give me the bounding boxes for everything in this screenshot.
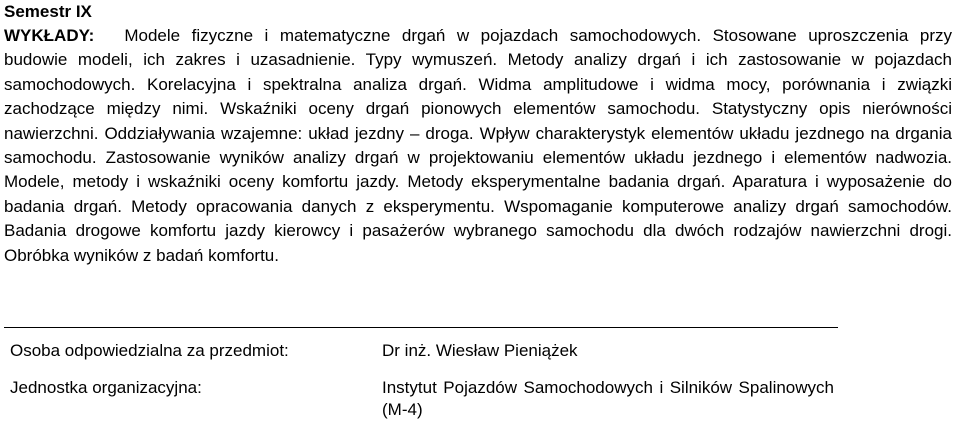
- organizational-unit-row: [10, 377, 840, 421]
- syllabus-page: [4, 0, 952, 268]
- responsible-person-row: [10, 340, 840, 362]
- semester-title: Semestr IX: [4, 2, 92, 21]
- lecture-text: Modele fizyczne i matematyczne drgań w pojazdach samochodowych. Stosowane uproszczenia przy budowie modeli, ich zakres i uzasadnienie. Typy wymuszeń. Metody analizy drgań i ich zastosowanie w pojazdach samochodowych. Korelacyjna i spektralna analiza drgań. Widma amplitudowe i widma mocy, porównania i związki zachodzące między nimi. Wskaźniki oceny drgań pionowych elementów samochodu. Statystyczny opis nierówności nawierzchni. Oddziaływania wzajemne: układ jezdny – droga. Wpływ charakterystyk elementów układu jezdnego na drgania samochodu. Zastosowanie wyników analizy drgań w projektowaniu elementów układu jezdnego i elementów nadwozia. Modele, metody i wskaźniki oceny komfortu jazdy. Metody eksperymentalne badania drgań. Aparatura i wyposażenie do badania drgań. Metody opracowania danych z eksperymentu. Wspomaganie komputerowe analizy drgań samochodów. Badania drogowe komfortu jazdy kierowcy i pasażerów wybranego samochodu dla dwóch rodzajów nawierzchni drogi. Obróbka wyników z badań komfortu.: [4, 26, 952, 265]
- lecture-description: [4, 24, 952, 268]
- lecture-label: WYKŁADY:: [4, 26, 95, 45]
- responsible-person-label: Osoba odpowiedzialna za przedmiot:: [10, 341, 289, 360]
- organizational-unit-label: Jednostka organizacyjna:: [10, 378, 202, 397]
- responsible-person-value: Dr inż. Wiesław Pieniążek: [382, 341, 578, 360]
- section-divider: [4, 327, 838, 328]
- course-info: [10, 340, 840, 436]
- organizational-unit-value: Instytut Pojazdów Samochodowych i Silników Spalinowych (M-4): [382, 378, 834, 419]
